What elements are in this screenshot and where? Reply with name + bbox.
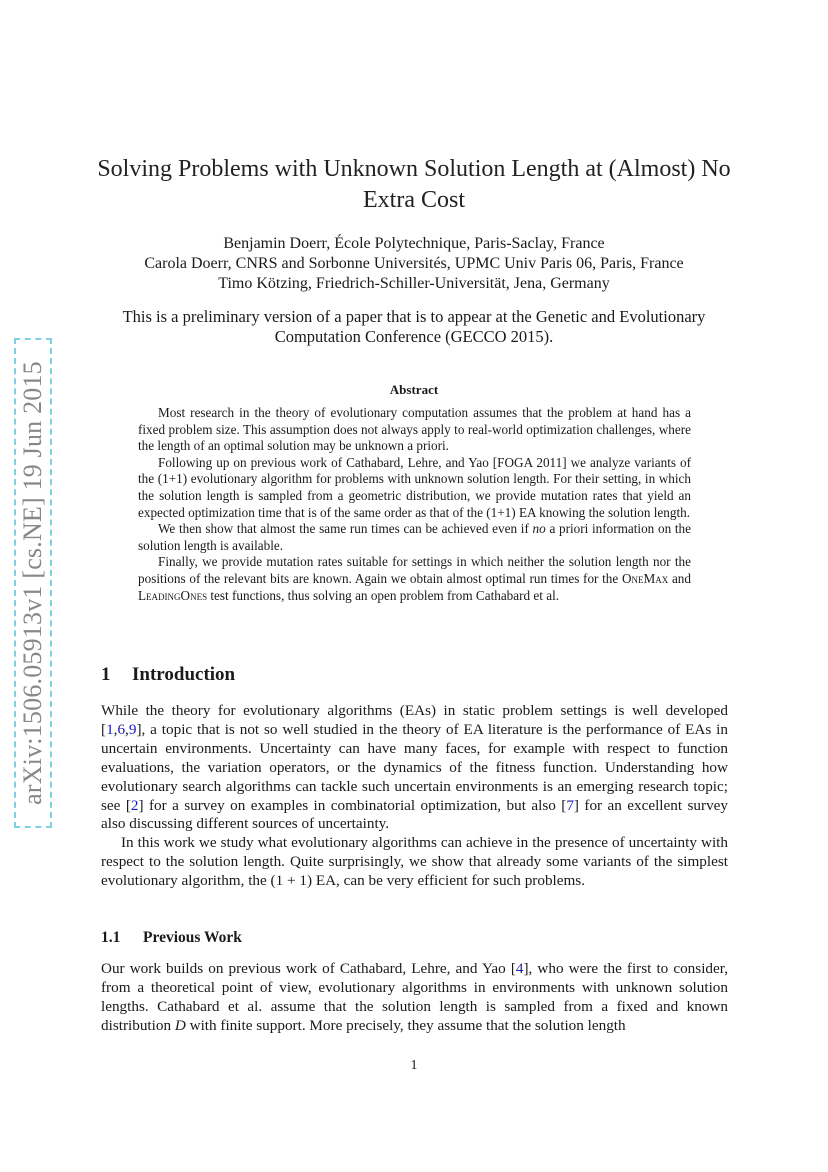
citation-link[interactable]: 1	[106, 720, 114, 738]
body-paragraph: Our work builds on previous work of Cathabard, Lehre, and Yao [4], who were the first to consider, from a theoretical point of view, evolutionary algorithms in environments with unknown solution lengths. Cathabard et al. assume that the solution length is sampled from a fixed and known distribution D with finite support. More precisely, they assume that the solution length	[101, 960, 728, 1034]
section-title: Introduction	[132, 664, 236, 685]
abstract-paragraph: Finally, we provide mutation rates suitable for settings in which neither the solution length nor the positions of the relevant bits are known. Again we obtain almost optimal run times for the OneMax and LeadingOnes test functions, thus solving an open problem from Cathabard et al.	[138, 554, 691, 603]
citation-link[interactable]: 2	[130, 796, 139, 814]
subsection-number: 1.1	[101, 929, 121, 946]
abstract-paragraph: We then show that almost the same run times can be achieved even if no a priori information on the solution length is available.	[138, 521, 691, 553]
emphasis: no	[532, 521, 546, 537]
citation-link[interactable]: 6	[117, 720, 126, 738]
section-number: 1	[101, 664, 111, 685]
author-line: Timo Kötzing, Friedrich-Schiller-Universität, Jena, Germany	[218, 275, 610, 292]
abstract-paragraph: Most research in the theory of evolutionary computation assumes that the problem at hand has a fixed problem size. This assumption does not always apply to real-world optimization challenges, where the length of an optimal solution may be unknown a priori.	[138, 405, 691, 454]
page-number: 1	[410, 1058, 418, 1073]
math-variable: D	[174, 1016, 186, 1034]
author-line: Benjamin Doerr, École Polytechnique, Paris-Saclay, France	[223, 235, 605, 252]
preliminary-version-note: This is a preliminary version of a paper that is to appear at the Genetic and Evolutionary Computation Conference (GECCO 2015).	[122, 307, 706, 346]
body-paragraph: While the theory for evolutionary algorithms (EAs) in static problem settings is well developed [1,6,9], a topic that is not so well studied in the theory of EA literature is the performance of EAs in uncertain environments. Uncertainty can have many faces, for example with respect to function evaluations, the variation operators, or the dynamics of the fitness function. Understanding how evolutionary search algorithms can tackle such uncertain environments is an emerging research topic; see [2] for a survey on examples in combinatorial optimization, but also [7] for an excellent survey also discussing different sources of uncertainty.	[101, 702, 728, 833]
citation-link[interactable]: 4	[515, 960, 524, 977]
abstract-heading: Abstract	[389, 382, 439, 397]
abstract-body	[138, 405, 691, 604]
introduction-body	[101, 702, 728, 891]
function-name: LeadingOnes	[138, 587, 208, 603]
paper-title: Solving Problems with Unknown Solution Length at (Almost) No Extra Cost	[97, 156, 731, 213]
author-block	[95, 234, 733, 294]
abstract-paragraph: Following up on previous work of Cathabard, Lehre, and Yao [FOGA 2011] we analyze variants of the (1+1) evolutionary algorithm for problems with unknown solution length. For their setting, in which the solution length is sampled from a geometric distribution, we provide mutation rates that yield an expected optimization time that is of the same order as that of the (1+1) EA knowing the solution length.	[138, 454, 691, 520]
arxiv-identifier: arXiv:1506.05913v1 [cs.NE] 19 Jun 2015	[18, 361, 47, 805]
citation-link[interactable]: 9	[128, 720, 137, 738]
body-paragraph: In this work we study what evolutionary algorithms can achieve in the presence of uncertainty with respect to the solution length. Quite surprisingly, we show that already some variants of the simplest evolutionary algorithm, the (1 + 1) EA, can be very efficient for such problems.	[101, 834, 728, 890]
citation-link[interactable]: 7	[566, 796, 574, 814]
function-name: OneMax	[621, 570, 669, 586]
subsection-heading	[101, 929, 242, 947]
author-line: Carola Doerr, CNRS and Sorbonne Universités, UPMC Univ Paris 06, Paris, France	[144, 255, 684, 272]
subsection-title: Previous Work	[143, 929, 242, 946]
previous-work-body	[101, 960, 728, 1036]
section-heading	[101, 664, 235, 686]
arxiv-stamp	[14, 338, 52, 828]
